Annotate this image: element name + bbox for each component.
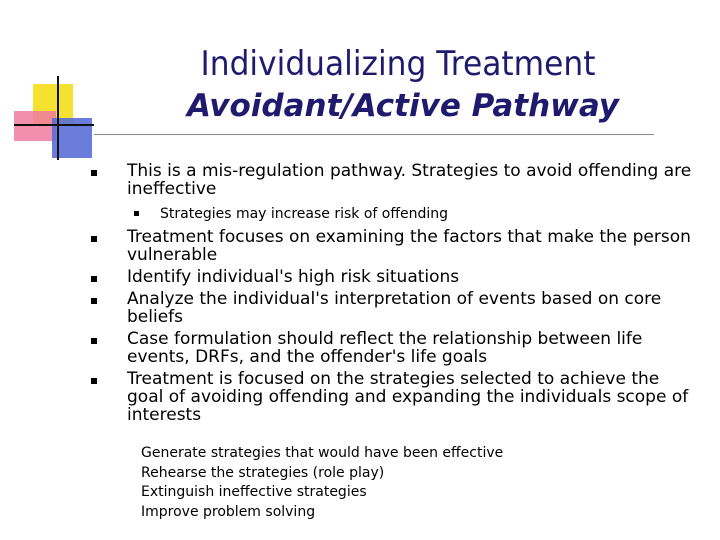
bullet-item	[90, 290, 700, 326]
slide-title: Individualizing Treatment	[200, 44, 596, 84]
bullet-text: Analyze the individual's interpretation of events based on core beliefs	[127, 289, 662, 327]
bullet-list	[90, 162, 700, 424]
strategy-steps	[141, 444, 503, 522]
bullet-square-icon	[91, 298, 97, 304]
logo-pink-rectangle	[14, 111, 56, 141]
slide-subtitle: Avoidant/Active Pathway	[187, 88, 619, 124]
logo-horizontal-line	[14, 124, 94, 126]
sub-bullet-item	[90, 206, 700, 222]
bullet-text: Identify individual's high risk situations	[127, 267, 460, 287]
step-line: Generate strategies that would have been effective	[141, 445, 504, 461]
bullet-square-icon	[91, 378, 97, 384]
title-divider	[94, 134, 654, 135]
step-line: Rehearse the strategies (role play)	[141, 464, 385, 481]
bullet-text: Case formulation should reflect the relationship between life events, DRFs, and the offender's life goals	[127, 329, 643, 367]
bullet-item	[90, 268, 700, 286]
bullet-item	[90, 370, 700, 424]
bullet-square-icon	[91, 236, 97, 242]
bullet-text: Treatment is focused on the strategies selected to achieve the goal of avoiding offending and expanding the individuals scope of interests	[127, 369, 689, 425]
bullet-item	[90, 330, 700, 366]
step-line: Extinguish ineffective strategies	[141, 484, 367, 500]
sub-bullet-text: Strategies may increase risk of offending	[160, 206, 449, 222]
bullet-item	[90, 162, 700, 198]
step-line: Improve problem solving	[141, 503, 316, 520]
bullet-square-icon	[91, 276, 97, 282]
slide-logo	[0, 0, 120, 170]
logo-vertical-line	[57, 76, 59, 160]
bullet-text: Treatment focuses on examining the factors that make the person vulnerable	[127, 227, 691, 265]
bullet-item	[90, 228, 700, 264]
bullet-square-icon	[91, 338, 97, 344]
bullet-text: This is a mis-regulation pathway. Strategies to avoid offending are ineffective	[127, 161, 692, 199]
bullet-square-icon	[134, 211, 139, 216]
bullet-square-icon	[91, 170, 97, 176]
